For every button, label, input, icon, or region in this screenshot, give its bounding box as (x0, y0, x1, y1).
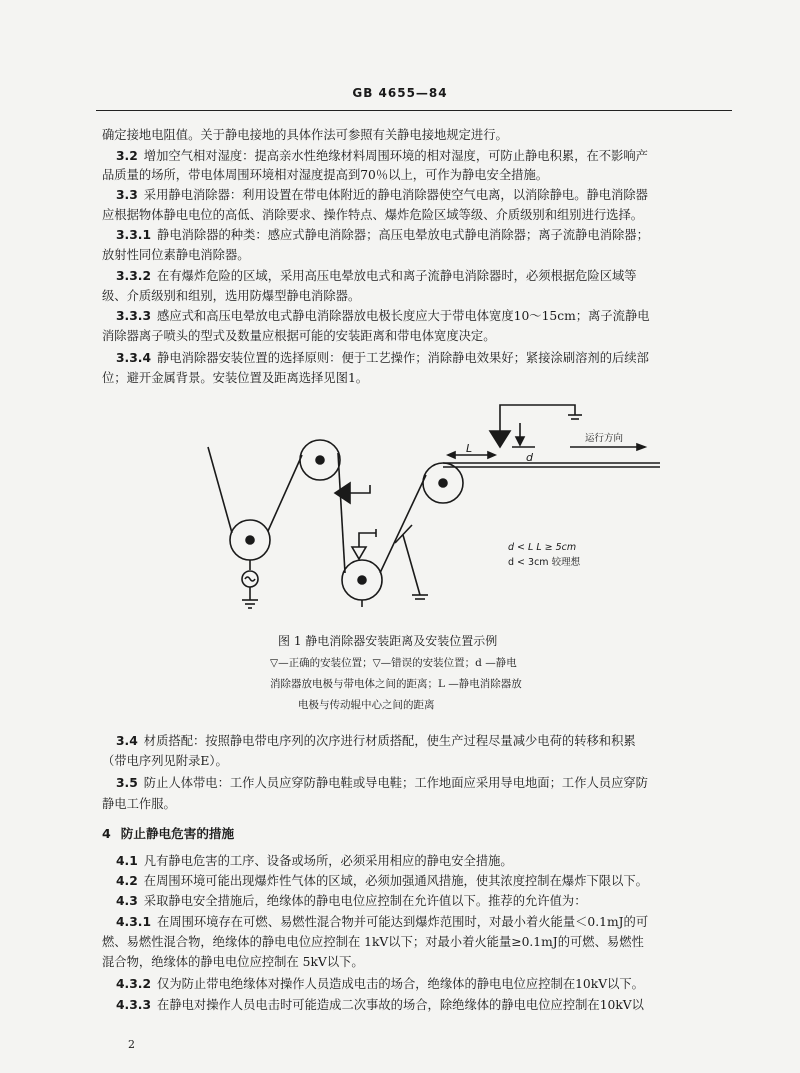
standard-number-header: GB 4655—84 (352, 86, 448, 100)
header-rule (96, 110, 732, 111)
web-belt (208, 447, 232, 533)
text-line: 应根据物体静电电位的高低、消除要求、操作特点、爆炸危险区域等级、介质级别和组别进行选择。 (102, 208, 644, 222)
roller (358, 576, 366, 584)
roller (439, 479, 447, 487)
text-line: 确定接地电阻值。关于静电接地的具体作法可参照有关静电接地规定进行。 (102, 128, 508, 142)
clause-4-1-line: 4.1 凡有静电危害的工序、设备或场所，必须采用相应的静电安全措施。 (116, 854, 513, 868)
clause-3-3-3-line: 3.3.3 感应式和高压电晕放电式静电消除器放电极长度应大于带电体宽度10～15cm；离子流静电 (116, 309, 650, 323)
clause-3-4-line: 3.4 材质搭配：按照静电带电序列的次序进行材质搭配，使生产过程尽量减少电荷的转移和积累 (116, 734, 636, 748)
direction-label: 运行方向 (585, 433, 624, 444)
text-line: 级、介质级别和组别，选用防爆型静电消除器。 (102, 289, 361, 303)
text-line: 静电工作服。 (102, 797, 176, 811)
clause-3-3-4-line: 3.3.4 静电消除器安装位置的选择原则：便于工艺操作；消除静电效果好；紧接涂刷溶剂的后续部 (116, 351, 649, 365)
condition-1: d < L L ≥ 5cm (508, 542, 577, 553)
clause-4-3-1-line: 4.3.1 在周围环境存在可燃、易燃性混合物并可能达到爆炸范围时，对最小着火能量＜0.1mJ的可 (116, 915, 649, 929)
text-line: 位；避开金属背景。安装位置及距离选择见图1。 (102, 371, 369, 385)
roller (316, 456, 324, 464)
figure-legend-line: 电极与传动辊中心之间的距离 (298, 699, 435, 711)
text-line: 放射性同位素静电消除器。 (102, 248, 250, 262)
clause-3-3-1-line: 3.3.1 静电消除器的种类：感应式静电消除器；高压电晕放电式静电消除器；离子流静电消除器； (116, 228, 649, 242)
clause-3-5-line: 3.5 防止人体带电：工作人员应穿防静电鞋或导电鞋；工作地面应采用导电地面；工作人员应穿防 (116, 776, 648, 790)
figure-caption: 图 1 静电消除器安装距离及安装位置示例 (278, 634, 498, 648)
text-line: 消除器离子喷头的型式及数量应根据可能的安装距离和带电体宽度决定。 (102, 329, 496, 343)
clause-3-3-2-line: 3.3.2 在有爆炸危险的区域，采用高压电晕放电式和离子流静电消除器时，必须根据危险区域等 (116, 269, 637, 283)
section-4-heading: 4 防止静电危害的措施 (102, 826, 235, 841)
clause-3-3-line: 3.3 采用静电消除器：利用设置在带电体附近的静电消除器使空气电离，以消除静电。静电消除器 (116, 188, 648, 202)
figure-1-diagram (190, 395, 670, 615)
text-line: （带电序列见附录E）。 (102, 754, 228, 768)
clause-4-3-line: 4.3 采取静电安全措施后，绝缘体的静电电位应控制在允许值以下。推荐的允许值为： (116, 894, 587, 908)
wrong-position-marker-icon (335, 483, 350, 503)
web-belt (268, 455, 302, 531)
figure-legend-line: 消除器放电极与带电体之间的距离；L —静电消除器放 (270, 678, 522, 690)
clause-4-2-line: 4.2 在周围环境可能出现爆炸性气体的区域，必须加强通风措施，使其浓度控制在爆炸下限以下。 (116, 874, 648, 888)
clause-4-3-2-line: 4.3.2 仅为防止带电绝缘体对操作人员造成电击的场合，绝缘体的静电电位应控制在10kV以下。 (116, 977, 644, 991)
text-line: 品质量的场所，带电体周围环境相对湿度提高到70％以上，可作为静电安全措施。 (102, 168, 549, 182)
clause-4-3-3-line: 4.3.3 在静电对操作人员电击时可能造成二次事故的场合，除绝缘体的静电电位应控制在10kV以 (116, 998, 644, 1012)
text-line: 燃、易燃性混合物，绝缘体的静电电位应控制在 1kV以下；对最小着火能量≥0.1mJ的可燃、易燃性 (102, 935, 644, 949)
web-belt (380, 475, 426, 573)
roller (246, 536, 254, 544)
web-belt (338, 453, 345, 573)
correct-position-marker-icon (490, 431, 510, 447)
condition-2: d < 3cm 较理想 (508, 557, 581, 568)
clause-3-2-line: 3.2 增加空气相对湿度：提高亲水性绝缘材料周围环境的相对湿度，可防止静电积累，在不影响产 (116, 149, 648, 163)
page-number: 2 (128, 1038, 135, 1051)
figure-legend-line: ▽—正确的安装位置；▽—错误的安装位置；d —静电 (270, 657, 517, 669)
label-L: L (466, 442, 473, 455)
text-line: 混合物，绝缘体的静电电位应控制在 5kV以下。 (102, 955, 364, 969)
label-d: d (526, 451, 533, 464)
